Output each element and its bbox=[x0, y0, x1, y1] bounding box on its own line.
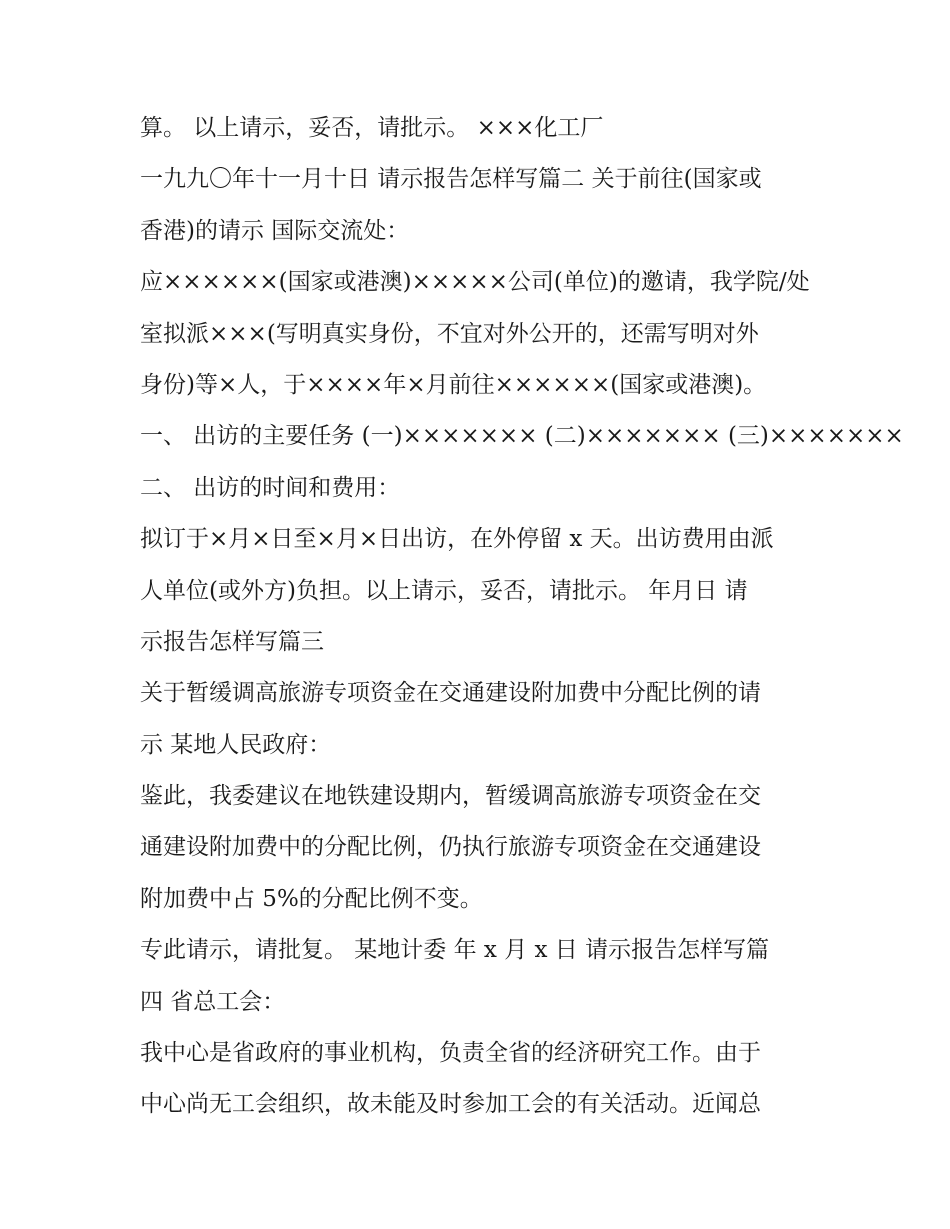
text-line: 人单位(或外方)负担。以上请示，妥否，请批示。 年月日 请 bbox=[140, 577, 748, 604]
text-line: 关于暂缓调高旅游专项资金在交通建设附加费中分配比例的请 bbox=[140, 680, 761, 707]
text-line: 算。 以上请示，妥否，请批示。 ×××化工厂 bbox=[140, 115, 604, 141]
text-line: 示 某地人民政府： bbox=[140, 731, 332, 758]
text-line: 我中心是省政府的事业机构，负责全省的经济研究工作。由于 bbox=[140, 1040, 761, 1067]
text-line: 室拟派×××(写明真实身份，不宜对外公开的，还需写明对外 bbox=[140, 320, 759, 347]
document-body bbox=[140, 108, 904, 1136]
text-line: 拟订于×月×日至×月×日出访，在外停留 x 天。出访费用由派 bbox=[140, 526, 774, 553]
text-line: 二、 出访的时间和费用： bbox=[140, 474, 401, 501]
text-line: 附加费中占 5%的分配比例不变。 bbox=[140, 885, 483, 912]
text-line: 一九九〇年十一月十日 请示报告怎样写篇二 关于前往(国家或 bbox=[140, 166, 762, 193]
text-line: 四 省总工会： bbox=[140, 988, 286, 1015]
text-line: 示报告怎样写篇三 bbox=[140, 628, 324, 655]
text-line: 香港)的请示 国际交流处： bbox=[140, 217, 410, 244]
text-line: 鉴此，我委建议在地铁建设期内，暂缓调高旅游专项资金在交 bbox=[140, 783, 761, 810]
text-line: 一、 出访的主要任务 (一)××××××× (二)××××××× (三)××××××× bbox=[140, 423, 904, 450]
text-line: 中心尚无工会组织，故未能及时参加工会的有关活动。近闻总 bbox=[140, 1091, 761, 1118]
text-line: 专此请示，请批复。 某地计委 年 x 月 x 日 请示报告怎样写篇 bbox=[140, 937, 770, 964]
text-line: 通建设附加费中的分配比例，仍执行旅游专项资金在交通建设 bbox=[140, 834, 761, 861]
text-line: 身份)等×人，于××××年×月前往××××××(国家或港澳)。 bbox=[140, 371, 767, 398]
text-line: 应××××××(国家或港澳)×××××公司(单位)的邀请，我学院/处 bbox=[140, 269, 810, 296]
